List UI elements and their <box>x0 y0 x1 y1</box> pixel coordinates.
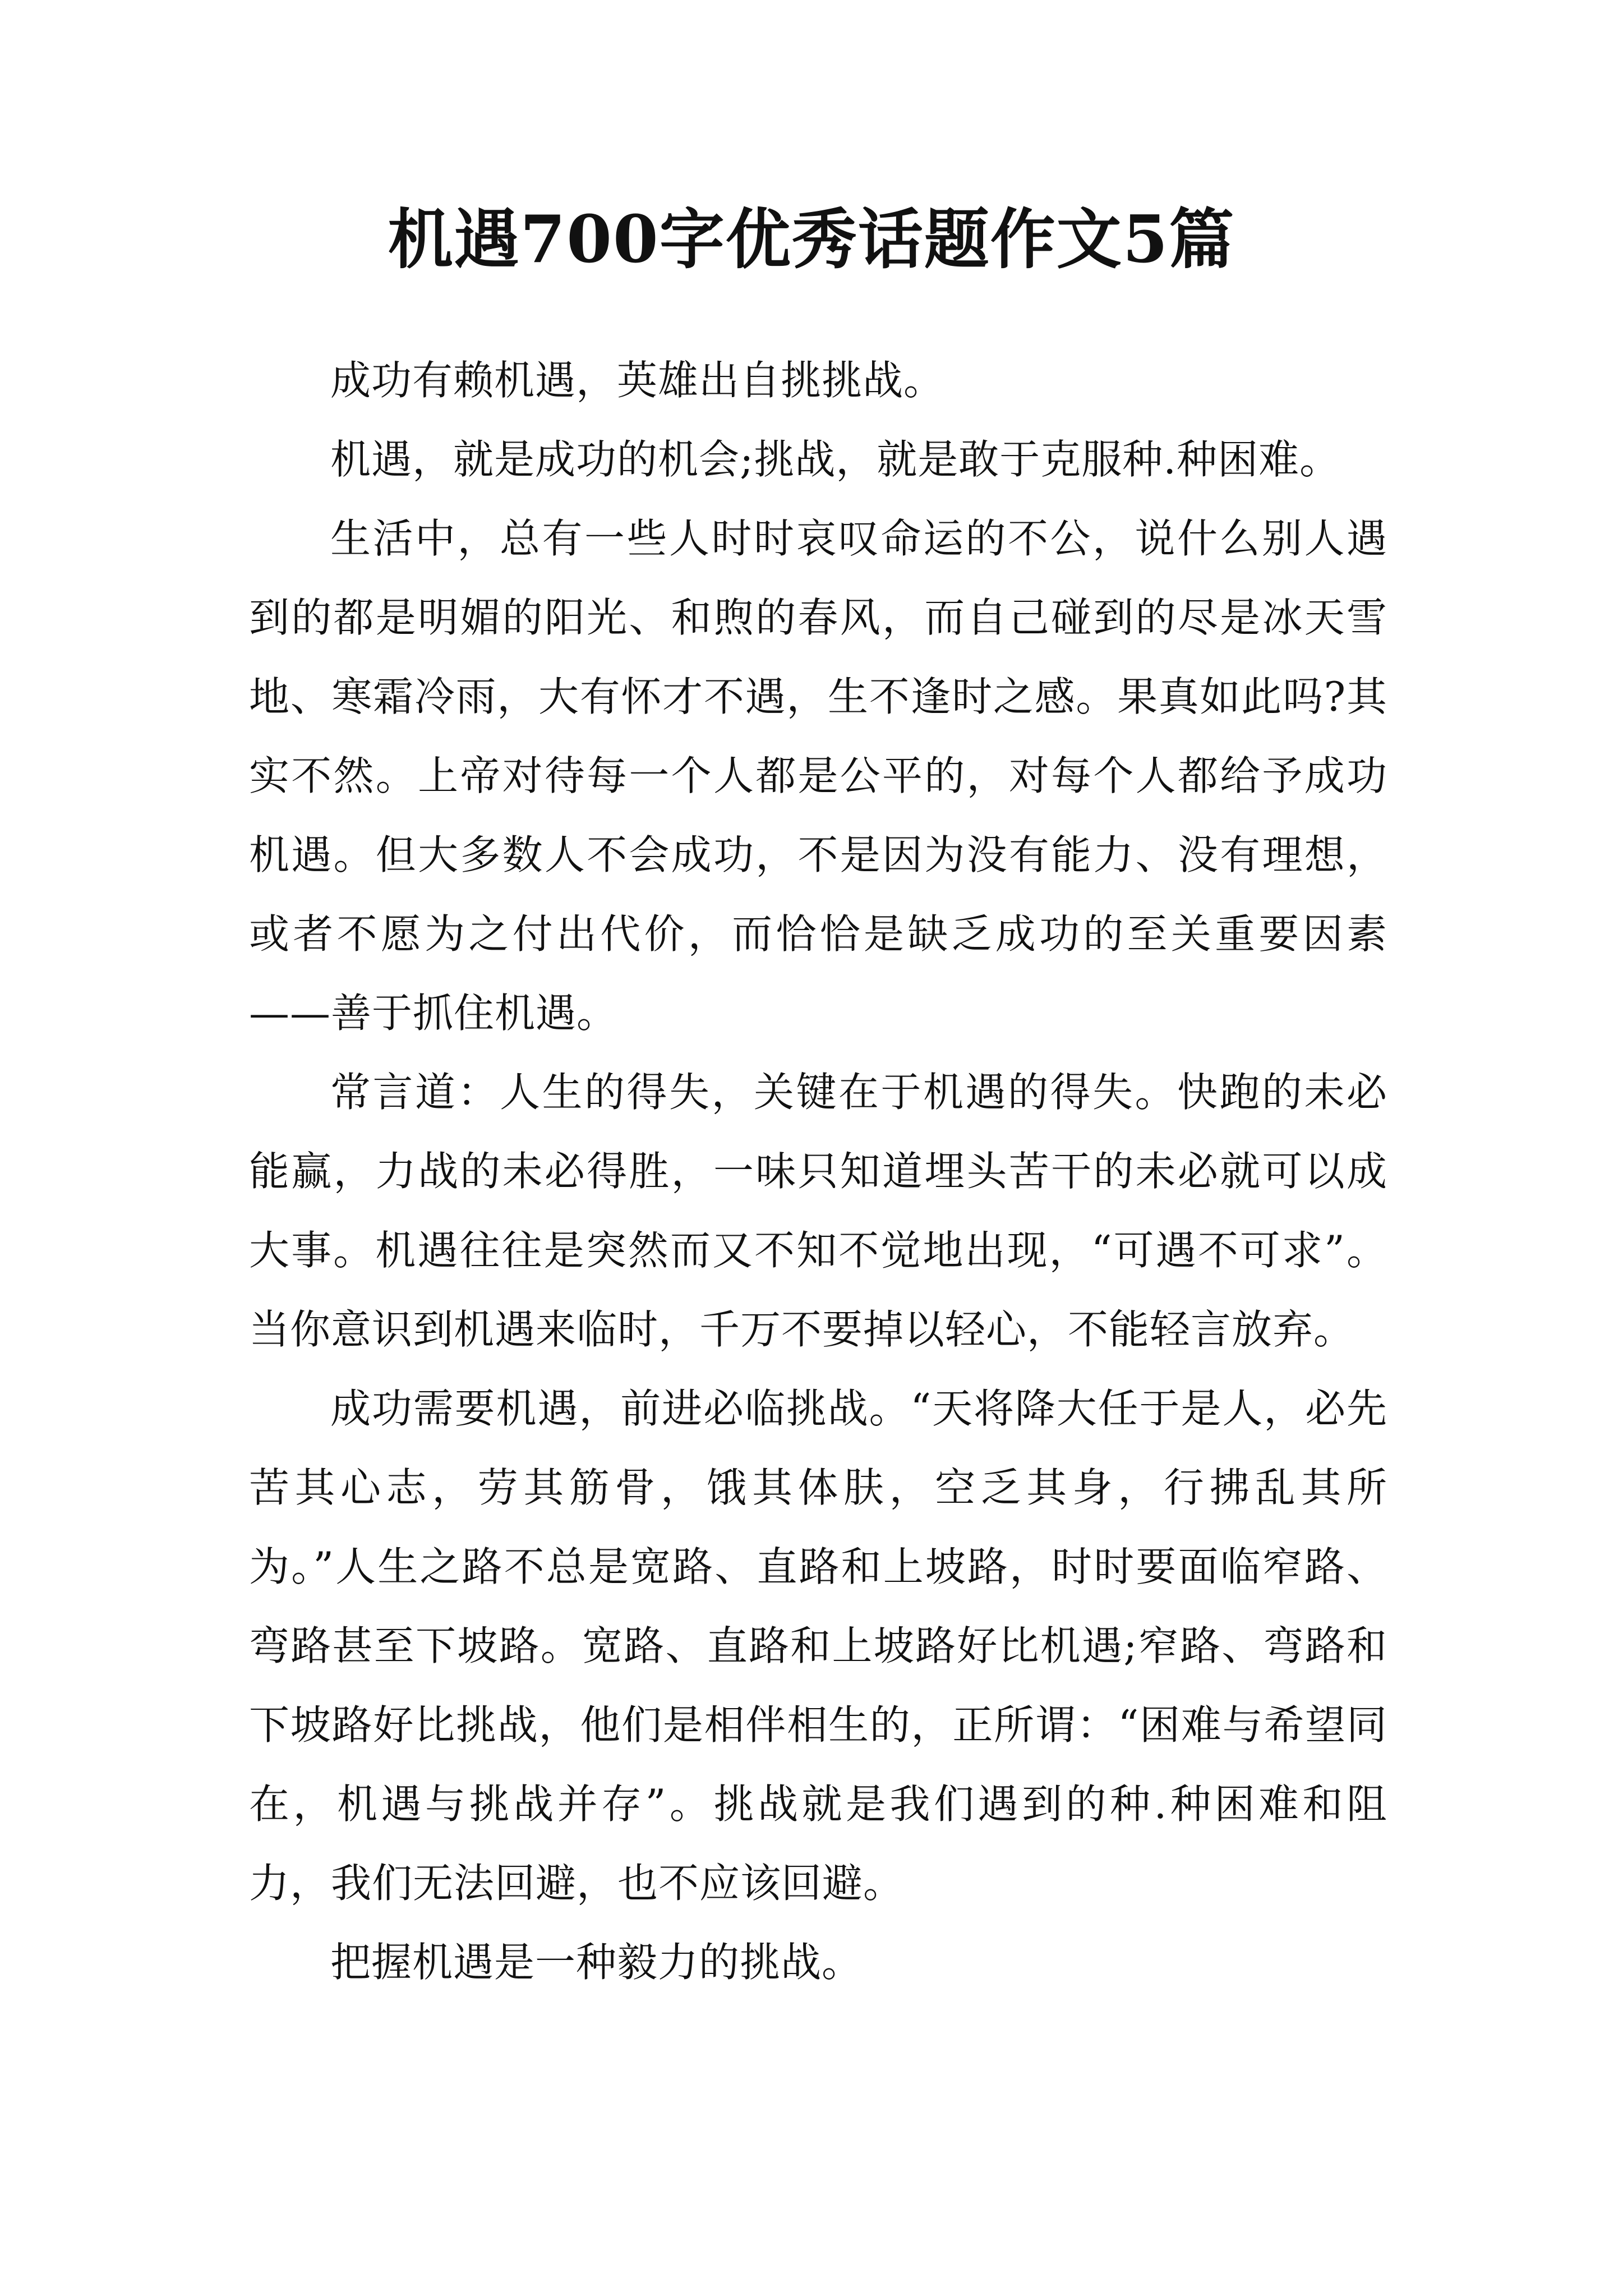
paragraph: 把握机遇是一种毅力的挑战。 <box>330 1939 863 1986</box>
paragraph: 常言道：人生的得失，关键在于机遇的得失。快跑的未必能赢，力战的未必得胜，一味只知道埋头苦干的未必就可以成大事。机遇往往是突然而又不知不觉地出现，“可遇不可求”。当你意识到机遇来临时，千万不要掉以轻心，不能轻言放弃。 <box>249 1069 1387 1353</box>
paragraph: 成功有赖机遇，英雄出自挑挑战。 <box>330 357 945 404</box>
paragraph: 生活中，总有一些人时时哀叹命运的不公，说什么别人遇到的都是明媚的阳光、和煦的春风，而自己碰到的尽是冰天雪地、寒霜冷雨，大有怀才不遇，生不逢时之感。果真如此吗?其实不然。上帝对待每一个人都是公平的，对每个人都给予成功机遇。但大多数人不会成功，不是因为没有能力、没有理想，或者不愿为之付出代价，而恰恰是缺乏成功的至关重要因素——善于抓住机遇。 <box>249 515 1387 1037</box>
document-body <box>249 341 1387 2002</box>
document-title: 机遇700字优秀话题作文5篇 <box>388 201 1235 278</box>
paragraph: 机遇，就是成功的机会;挑战，就是敢于克服种.种困难。 <box>330 436 1341 483</box>
paragraph: 成功需要机遇，前进必临挑战。“天将降大任于是人，必先苦其心志，劳其筋骨，饿其体肤，空乏其身，行拂乱其所为。”人生之路不总是宽路、直路和上坡路，时时要面临窄路、弯路甚至下坡路。宽路、直路和上坡路好比机遇;窄路、弯路和下坡路好比挑战，他们是相伴相生的，正所谓：“困难与希望同在，机遇与挑战并存”。挑战就是我们遇到的种.种困难和阻力，我们无法回避，也不应该回避。 <box>249 1385 1387 1907</box>
